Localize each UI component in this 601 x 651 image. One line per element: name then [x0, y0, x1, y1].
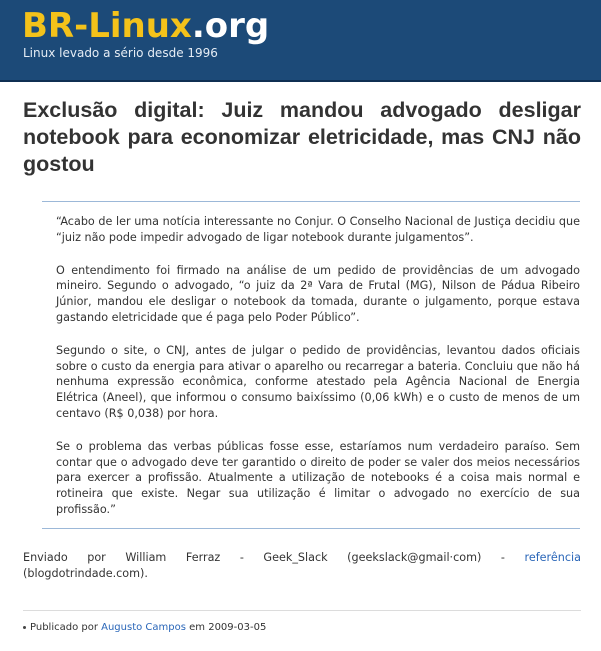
published-line [23, 621, 266, 635]
site-logo[interactable]: BR-Linux.org [22, 6, 270, 46]
published-prefix: Publicado por [30, 622, 102, 633]
author-link[interactable]: Augusto Campos [101, 622, 186, 633]
submission-credit [23, 550, 581, 582]
reference-source: (blogdotrindade.com). [23, 567, 148, 580]
site-tagline: Linux levado a sério desde 1996 [23, 46, 218, 60]
quote-paragraph: “Acabo de ler uma notícia interessante no Conjur. O Conselho Nacional de Justiça decidiu que “juiz não pode impedir advogado de ligar notebook durante julgamentos”. [56, 215, 580, 244]
site-header [0, 0, 601, 82]
reference-link[interactable]: referência [524, 551, 581, 564]
quote-paragraph: Se o problema das verbas públicas fosse esse, estaríamos num verdadeiro paraíso. Sem contar que o advogado deve ter garantido o direito de poder se valer dos meios necessários para exercer a profissão. Atualmente a utilização de notebooks é a coisa mais normal e rotineira que existe. Negar sua utilização é limitar o advogado no exercício de sua profissão.” [56, 439, 580, 516]
bullet-icon [23, 626, 26, 629]
article-title: Exclusão digital: Juiz mandou advogado desligar notebook para economizar eletricidade, mas CNJ não gostou [23, 98, 581, 176]
quote-paragraph: Segundo o site, o CNJ, antes de julgar o pedido de providências, levantou dados oficiais sobre o custo da energia para ativar o aparelho ou recarregar a bateria. Concluiu que não há nenhuma expressão econômica, conforme atestado pela Agência Nacional de Energia Elétrica (Aneel), que informou o consumo baixíssimo (0,06 kWh) e o custo de menos de um centavo (R$ 0,038) por hora. [56, 343, 580, 420]
quote-paragraph: O entendimento foi firmado na análise de um pedido de providências de um advogado mineiro. Segundo o advogado, “o juiz da 2ª Vara de Frutal (MG), Nilson de Pádua Ribeiro Júnior, mandou ele desligar o notebook da tomada, durante o julgamento, porque estava gastando eletricidade que é paga pelo Poder Público”. [56, 263, 580, 324]
article-quote [42, 201, 580, 529]
divider [23, 610, 581, 611]
sent-by-text: Enviado por William Ferraz - Geek_Slack (geekslack@gmail·com) - [23, 551, 525, 564]
published-date: em 2009-03-05 [185, 622, 267, 633]
